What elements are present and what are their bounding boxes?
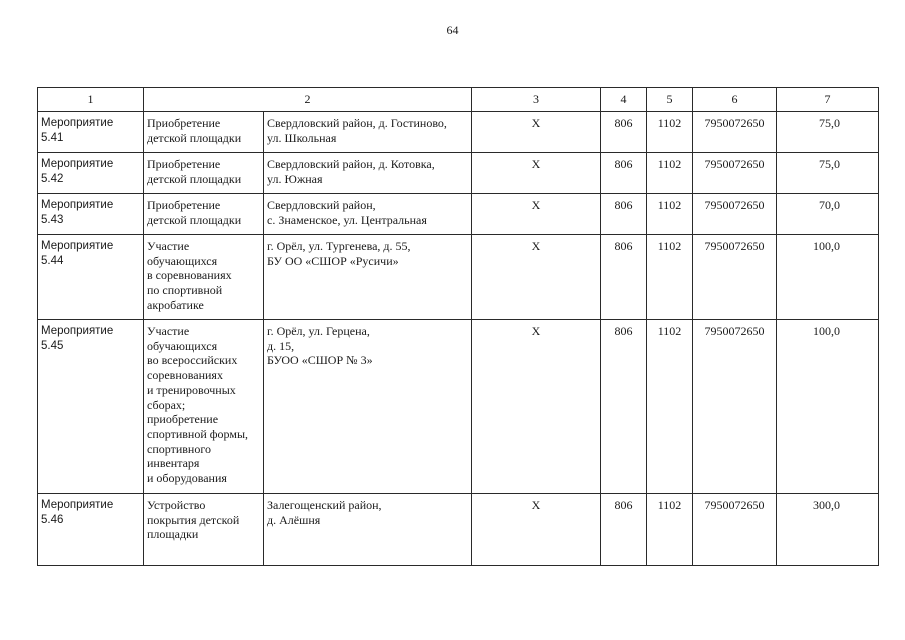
col4-cell: 806 [601, 235, 647, 320]
description-cell: Приобретение детской площадки [144, 194, 264, 235]
col3-cell: Х [472, 194, 601, 235]
col4-cell: 806 [601, 153, 647, 194]
description-cell: Участие обучающихся во всероссийских соревнованиях и тренировочных сборах; приобретение спортивной формы, спортивного инвентаря и оборудования [144, 320, 264, 494]
col7-cell: 75,0 [777, 153, 879, 194]
location-cell: г. Орёл, ул. Тургенева, д. 55, БУ ОО «СШОР «Русичи» [264, 235, 472, 320]
col4-cell: 806 [601, 112, 647, 153]
header-row [38, 88, 879, 112]
col7-cell: 75,0 [777, 112, 879, 153]
header-cell-2: 2 [144, 88, 472, 112]
page-number: 64 [446, 23, 459, 37]
col7-cell: 70,0 [777, 194, 879, 235]
col6-cell: 7950072650 [693, 153, 777, 194]
col4-cell: 806 [601, 494, 647, 566]
location-cell: Свердловский район, с. Знаменское, ул. Центральная [264, 194, 472, 235]
table-row [38, 112, 879, 153]
col7-cell: 300,0 [777, 494, 879, 566]
event-cell: Мероприятие 5.41 [38, 112, 144, 153]
col3-cell: Х [472, 494, 601, 566]
col5-cell: 1102 [647, 320, 693, 494]
col6-cell: 7950072650 [693, 494, 777, 566]
col5-cell: 1102 [647, 235, 693, 320]
col7-cell: 100,0 [777, 235, 879, 320]
header-cell-6: 6 [693, 88, 777, 112]
header-cell-3: 3 [472, 88, 601, 112]
header-cell-1: 1 [38, 88, 144, 112]
location-cell: Залегощенский район, д. Алёшня [264, 494, 472, 566]
event-cell: Мероприятие 5.45 [38, 320, 144, 494]
col6-cell: 7950072650 [693, 112, 777, 153]
col3-cell: Х [472, 112, 601, 153]
table-row [38, 153, 879, 194]
description-cell: Устройство покрытия детской площадки [144, 494, 264, 566]
location-cell: г. Орёл, ул. Герцена, д. 15, БУОО «СШОР № 3» [264, 320, 472, 494]
col5-cell: 1102 [647, 494, 693, 566]
col3-cell: Х [472, 235, 601, 320]
table-row [38, 320, 879, 494]
event-cell: Мероприятие 5.44 [38, 235, 144, 320]
col7-cell: 100,0 [777, 320, 879, 494]
col4-cell: 806 [601, 320, 647, 494]
description-cell: Приобретение детской площадки [144, 112, 264, 153]
table-row [38, 194, 879, 235]
header-cell-7: 7 [777, 88, 879, 112]
header-cell-5: 5 [647, 88, 693, 112]
budget-table [37, 87, 879, 566]
event-cell: Мероприятие 5.46 [38, 494, 144, 566]
location-cell: Свердловский район, д. Котовка, ул. Южная [264, 153, 472, 194]
col5-cell: 1102 [647, 194, 693, 235]
col4-cell: 806 [601, 194, 647, 235]
col6-cell: 7950072650 [693, 194, 777, 235]
col6-cell: 7950072650 [693, 320, 777, 494]
event-cell: Мероприятие 5.42 [38, 153, 144, 194]
col3-cell: Х [472, 153, 601, 194]
description-cell: Приобретение детской площадки [144, 153, 264, 194]
col5-cell: 1102 [647, 112, 693, 153]
table-row [38, 235, 879, 320]
description-cell: Участие обучающихся в соревнованиях по спортивной акробатике [144, 235, 264, 320]
col3-cell: Х [472, 320, 601, 494]
col5-cell: 1102 [647, 153, 693, 194]
header-cell-4: 4 [601, 88, 647, 112]
table-row [38, 494, 879, 566]
location-cell: Свердловский район, д. Гостиново, ул. Школьная [264, 112, 472, 153]
col6-cell: 7950072650 [693, 235, 777, 320]
event-cell: Мероприятие 5.43 [38, 194, 144, 235]
